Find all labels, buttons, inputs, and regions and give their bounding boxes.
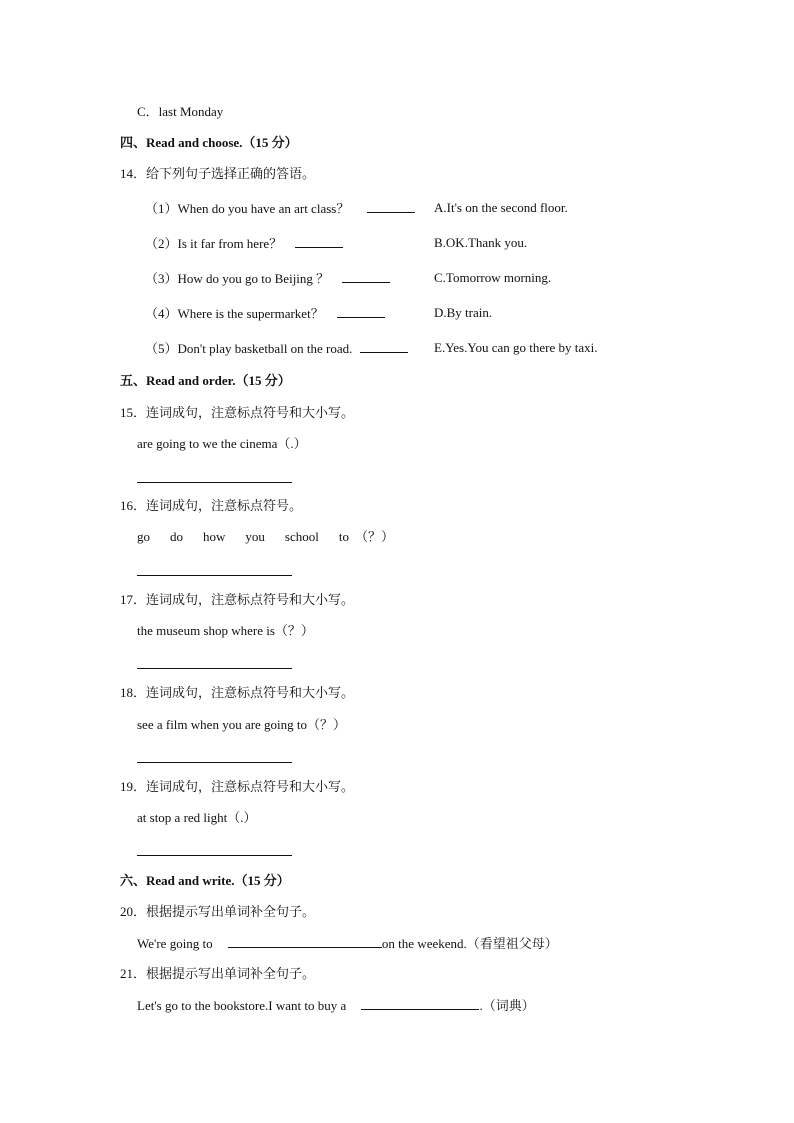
answer-line-15[interactable] [137,482,292,483]
question-16-words [137,529,394,545]
answer-blank[interactable] [360,340,408,353]
option-c: C．last Monday [137,104,224,119]
question-21-sentence [137,997,535,1014]
q14-answer-b: B.OK.Thank you. [434,235,528,250]
word-to: to [338,529,349,544]
question-20-stem: 20．根据提示写出单词补全句子。 [120,904,316,919]
question-21-stem: 21．根据提示写出单词补全句子。 [120,966,316,981]
question-18-stem: 18．连词成句，注意标点符号和大小写。 [120,685,355,700]
q14-item-4-text: （4）Where is the supermarket？ [145,306,324,321]
question-17-stem: 17．连词成句，注意标点符号和大小写。 [120,592,355,607]
answer-blank[interactable] [295,235,343,248]
q20-after-text: on the weekend.（看望祖父母） [381,936,558,951]
section-title-read-and-choose: 四、Read and choose.（15 分） [120,135,298,150]
answer-blank[interactable] [228,935,382,948]
question-15-words: are going to we the cinema（.） [137,436,307,451]
q21-after-text: .（词典） [479,998,535,1013]
q14-answer-a: A.It's on the second floor. [434,200,568,215]
q14-item-2-text: （2）Is it far from here？ [145,236,283,251]
word-school: school [284,529,319,544]
q14-item-1-text: （1）When do you have an art class？ [145,201,350,216]
q20-before-text: We're going to [137,936,213,951]
q14-answer-d: D.By train. [434,305,493,320]
question-20-sentence [137,935,558,952]
answer-line-18[interactable] [137,762,292,763]
answer-line-17[interactable] [137,668,292,669]
answer-blank[interactable] [337,305,385,318]
question-14-stem: 14．给下列句子选择正确的答语。 [120,166,316,181]
q14-answer-e: E.Yes.You can go there by taxi. [434,340,598,355]
question-16-stem: 16．连词成句，注意标点符号。 [120,498,303,513]
answer-line-19[interactable] [137,855,292,856]
question-17-words: the museum shop where is（？） [137,623,314,638]
q21-before-text: Let's go to the bookstore.I want to buy a [137,998,347,1013]
answer-line-16[interactable] [137,575,292,576]
q14-item-3 [145,270,390,287]
q14-item-4 [145,305,385,322]
answer-blank[interactable] [367,200,415,213]
section-title-read-and-write: 六、Read and write.（15 分） [120,873,290,888]
section-title-read-and-order: 五、Read and order.（15 分） [120,373,291,388]
word-you: you [245,529,265,544]
q14-item-2 [145,235,343,252]
word-do: do [170,529,183,544]
question-19-words: at stop a red light（.） [137,810,257,825]
question-15-stem: 15．连词成句，注意标点符号和大小写。 [120,405,355,420]
question-18-words: see a film when you are going to（？） [137,717,347,732]
q14-item-5 [145,340,408,357]
q14-item-1 [145,200,415,217]
q14-item-3-text: （3）How do you go to Beijing ？ [145,271,330,286]
word-punct: （？） [354,529,394,544]
q14-item-5-text: （5）Don't play basketball on the road. [145,341,353,356]
word-go: go [137,529,150,544]
answer-blank[interactable] [342,270,390,283]
question-19-stem: 19．连词成句，注意标点符号和大小写。 [120,779,355,794]
answer-blank[interactable] [361,997,479,1010]
word-how: how [203,529,226,544]
q14-answer-c: C.Tomorrow morning. [434,270,552,285]
